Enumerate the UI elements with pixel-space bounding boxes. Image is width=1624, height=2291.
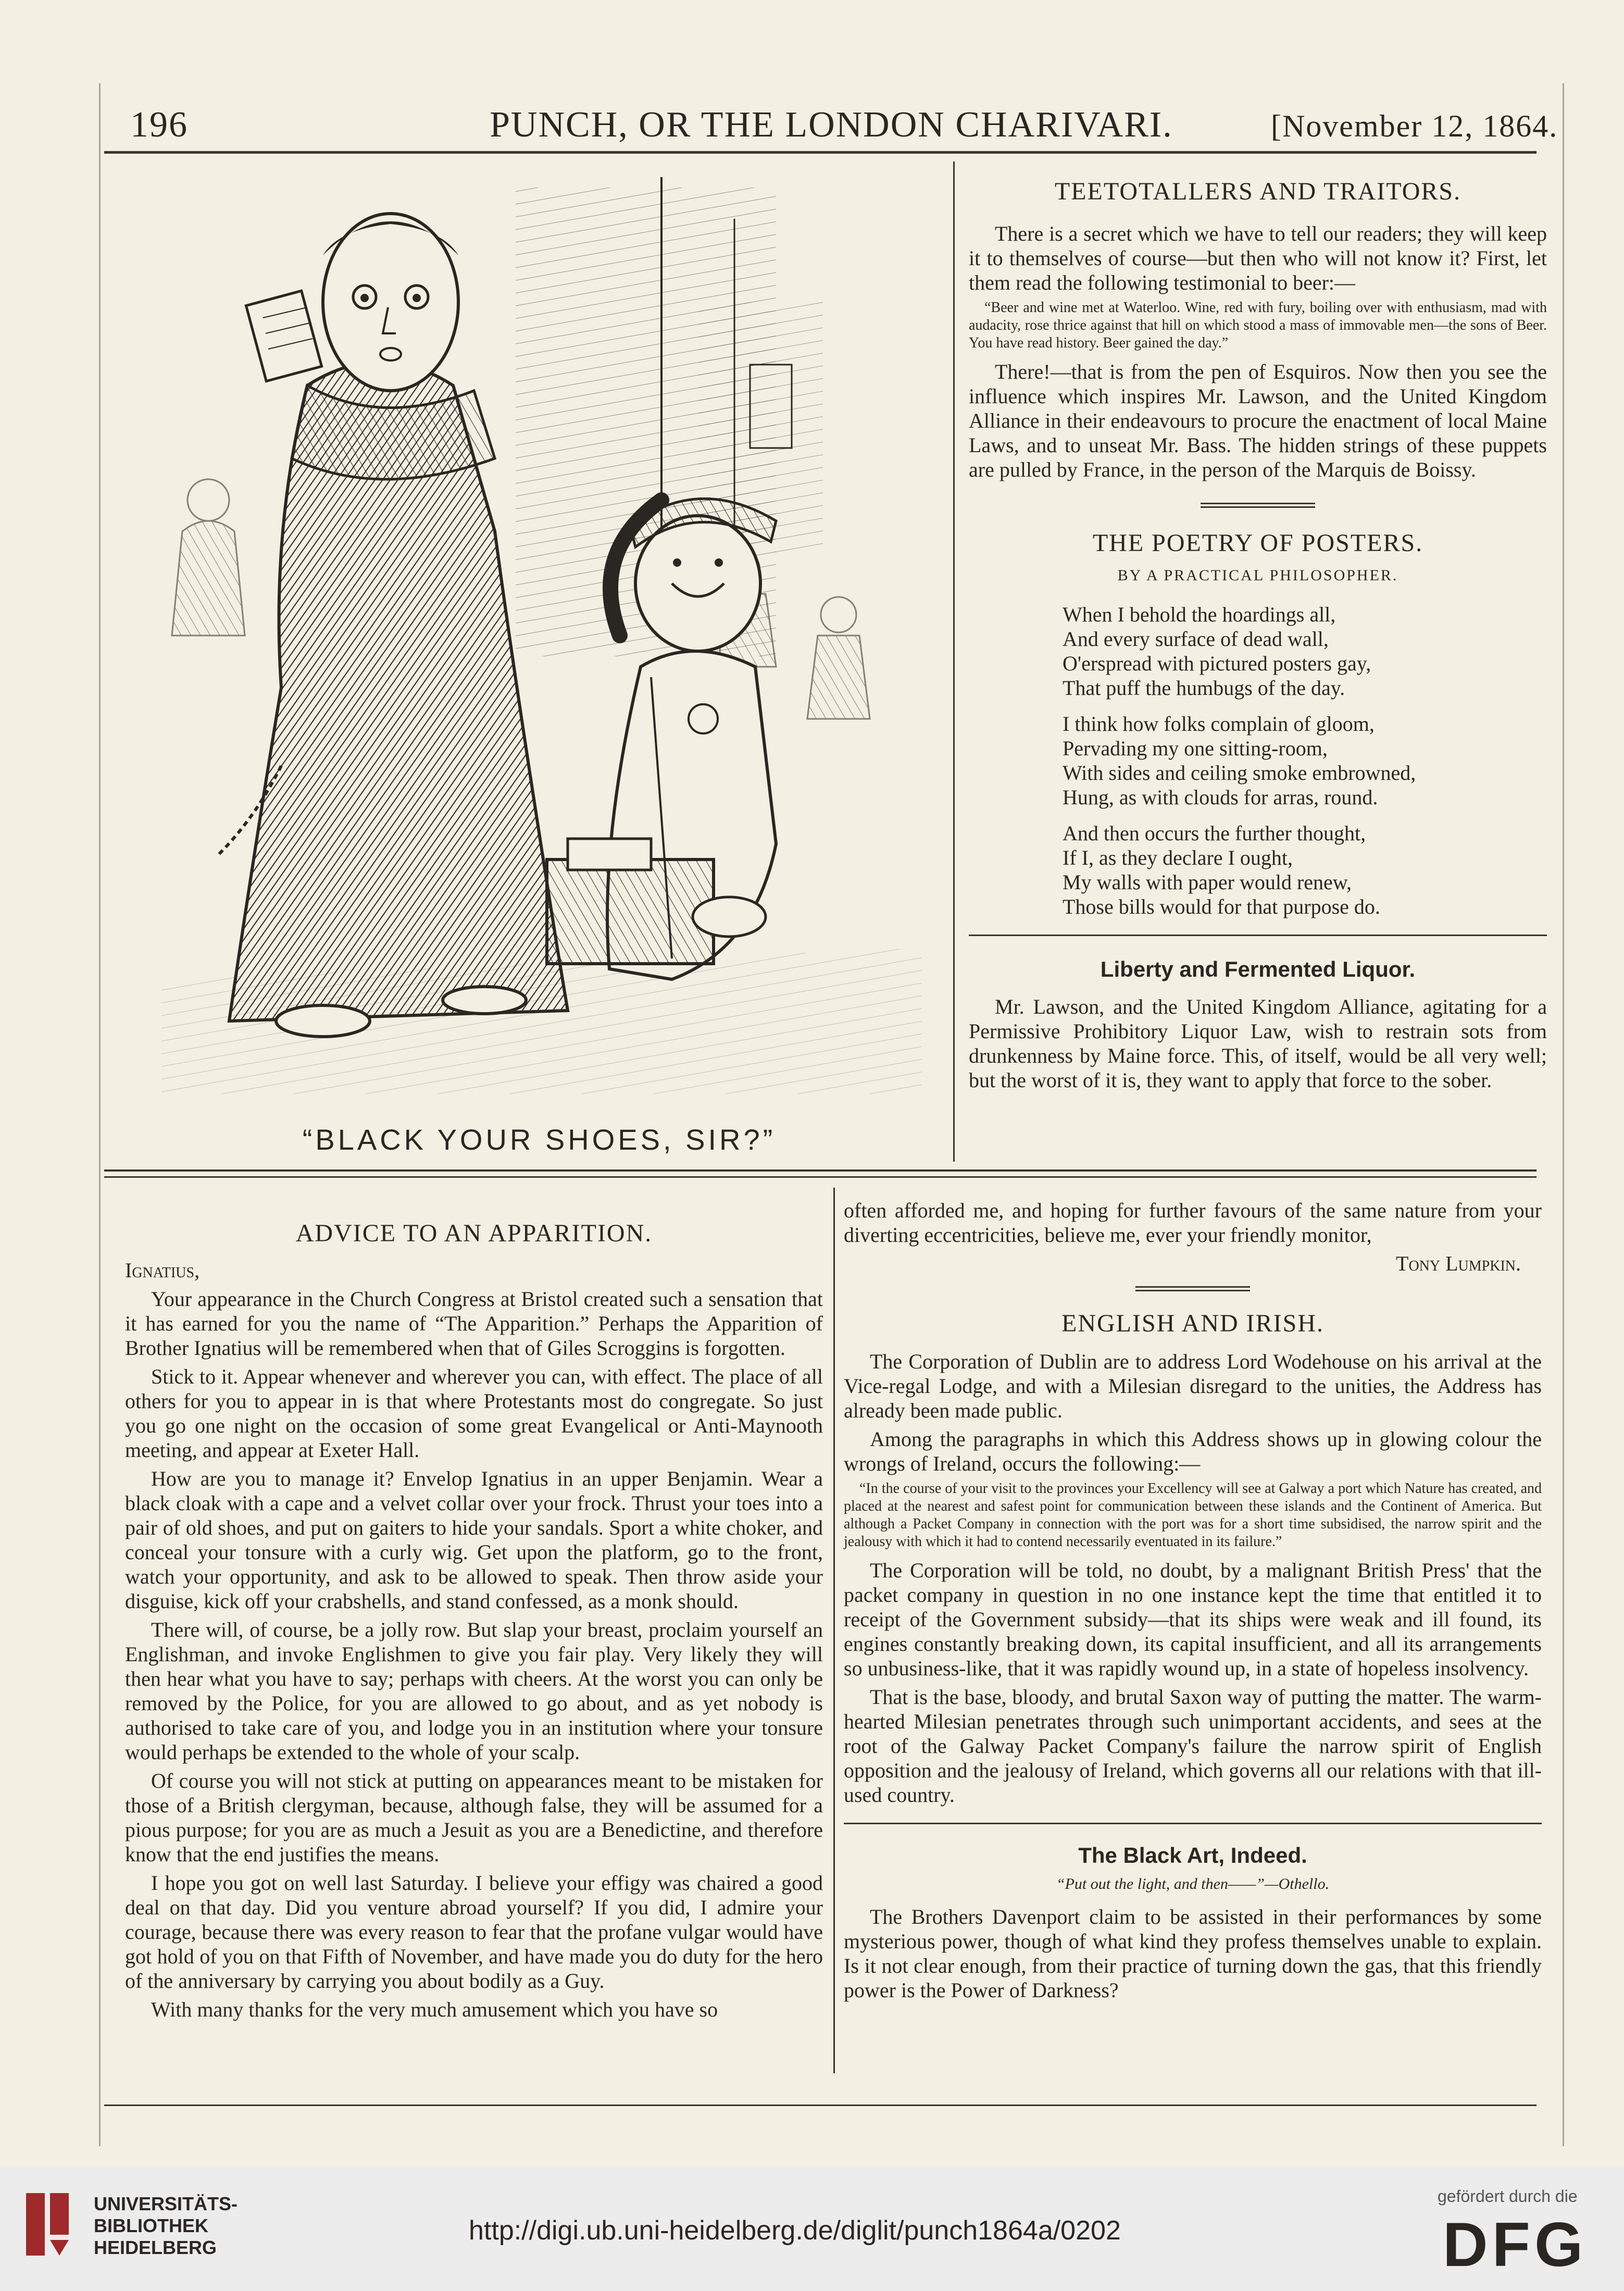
source-url-link[interactable]: http://digi.ub.uni-heidelberg.de/diglit/punch1864a/0202 — [469, 2215, 1121, 2246]
library-logo-icon — [21, 2188, 83, 2261]
teetotallers-quote: “Beer and wine met at Waterloo. Wine, red with fury, boiling over with enthusiasm, mad with audacity, rose thrice against that hill on which stood a mass of immovable men—the sons of Beer. You have read history. Beer gained the day.” — [969, 300, 1547, 351]
poem-line: My walls with paper would renew, — [1063, 870, 1352, 894]
posters-byline: BY A PRACTICAL PHILOSOPHER. — [1117, 567, 1398, 584]
funded-by-label: gefördert durch die — [1438, 2187, 1578, 2206]
teetotallers-title: TEETOTALLERS AND TRAITORS. — [1054, 178, 1461, 205]
section-rule — [844, 1823, 1542, 1824]
mid-rule-1 — [104, 1169, 1536, 1172]
poem-line: Hung, as with clouds for arras, round. — [1063, 786, 1378, 809]
poem-stanza-1 — [1063, 602, 1547, 700]
cartoon-engraving — [151, 167, 927, 1099]
poem-line: O'erspread with pictured posters gay, — [1063, 652, 1371, 675]
section-rule — [969, 935, 1547, 936]
mid-rule-2 — [104, 1176, 1536, 1178]
posters-title: THE POETRY OF POSTERS. — [1092, 529, 1423, 557]
advice-paragraph-1: Your appearance in the Church Congress at Bristol created such a sensation that it has earned for you the name of “The Apparition.” Perhaps the Apparition of Brother Ignatius will be remembered when that of Giles Scroggins is forgotten. — [125, 1287, 823, 1360]
library-name-line: HEIDELBERG — [94, 2237, 217, 2258]
column-divider-top — [953, 161, 955, 1162]
english-irish-paragraph-1: The Corporation of Dublin are to address Lord Wodehouse on his arrival at the Vice-regal Lodge, and with a Milesian disregard to the unities, the Address has already been made public. — [844, 1350, 1542, 1422]
right-column-top — [969, 177, 1547, 1097]
library-name-line: BIBLIOTHEK — [94, 2215, 208, 2236]
english-irish-title: ENGLISH AND IRISH. — [1061, 1310, 1324, 1337]
poem-line: With sides and ceiling smoke embrowned, — [1063, 761, 1416, 785]
masthead-title: PUNCH, OR THE LONDON CHARIVARI. — [490, 105, 1173, 145]
english-irish-paragraph-2: Among the paragraphs in which this Address shows up in glowing colour the wrongs of Ireland, occurs the following:— — [844, 1427, 1542, 1475]
issue-date: [November 12, 1864. — [1271, 109, 1558, 143]
advice-paragraph-3: How are you to manage it? Envelop Ignatius in an upper Benjamin. Wear a black cloak with a cape and a velvet collar over your frock. Thrust your toes into a pair of old shoes, and put on gaiters to hide your sandals. Sport a white choker, and conceal your tonsure with a curly wig. Get upon the platform, go to the front, watch your opportunity, and ask to be allowed to speak. Then throw aside your disguise, kick off your crabshells, and stand confessed, as a monk should. — [125, 1467, 823, 1613]
section-divider — [1135, 1286, 1250, 1291]
english-irish-paragraph-4: That is the base, bloody, and brutal Saxon way of putting the matter. The warm-hearted Milesian penetrates through such unimportant accidents, and sees at the root of the Galway Packet Company's failure the narrow spirit of English opposition and the jealousy of Ireland, which governs all our relations with that ill-used country. — [844, 1685, 1542, 1807]
page-number: 196 — [130, 105, 188, 145]
poem-line: I think how folks complain of gloom, — [1063, 712, 1375, 736]
header-rule — [104, 151, 1536, 154]
left-margin-line — [99, 83, 101, 2146]
advice-title: ADVICE TO AN APPARITION. — [295, 1219, 653, 1247]
poem-line: That puff the humbugs of the day. — [1063, 676, 1345, 700]
poem-stanza-2 — [1063, 712, 1547, 810]
column-divider-bottom — [833, 1188, 835, 2073]
advice-paragraph-7: With many thanks for the very much amusement which you have so — [151, 1998, 718, 2021]
advice-paragraph-2: Stick to it. Appear whenever and wherever you can, with effect. The place of all others for you to appear in is that where Protestants most do congregate. So just you go one night on the occasion of some great Evangelical or Anti-Maynooth meeting, and appear at Exeter Hall. — [125, 1365, 823, 1462]
english-irish-quote: “In the course of your visit to the provinces your Excellency will see at Galway a port which Nature has created, and placed at the nearest and safest point for communication between these islands and the Continent of America. But although a Packet Company in connection with the port was for a short time subsidised, the narrow spirit and the jealousy with which it had to contend necessarily eventuated in its failure.” — [844, 1480, 1542, 1550]
poem-line: And then occurs the further thought, — [1063, 821, 1366, 845]
poem-line: If I, as they declare I ought, — [1063, 846, 1293, 869]
poem-line: And every surface of dead wall, — [1063, 627, 1329, 651]
advice-salutation: Ignatius, — [125, 1259, 200, 1282]
poem-line: Those bills would for that purpose do. — [1063, 895, 1380, 918]
bottom-rule — [104, 2105, 1536, 2106]
digitisation-footer — [0, 2167, 1624, 2291]
advice-paragraph-6: I hope you got on well last Saturday. I believe your effigy was chaired a good deal on that day. Did you venture abroad yourself? If you did, I admire your courage, because there was every reason to fear that the profane vulgar would have got hold of you on that Fifth of November, and have made you do duty for the hero of the anniversary by carrying you about bodily as a Guy. — [125, 1871, 823, 1993]
poem-line: When I behold the hoardings all, — [1063, 603, 1336, 626]
poem-line: Pervading my one sitting-room, — [1063, 737, 1328, 760]
teetotallers-paragraph-1: There is a secret which we have to tell our readers; they will keep it to themselves of course—but then who will not know it? First, let them read the following testimonial to beer:— — [969, 222, 1547, 294]
advice-signature: Tony Lumpkin. — [1396, 1252, 1521, 1275]
teetotallers-paragraph-2: There!—that is from the pen of Esquiros. Now then you see the influence which inspires Mr. Lawson, and the United Kingdom Alliance in their endeavours to procure the enactment of local Maine Laws, and to unseat Mr. Bass. The hidden strings of these puppets are pulled by France, in the person of the Marquis de Boissy. — [969, 360, 1547, 481]
library-name-line: UNIVERSITÄTS- — [94, 2193, 238, 2214]
liberty-paragraph: Mr. Lawson, and the United Kingdom Alliance, agitating for a Permissive Prohibitory Liquor Law, wish to restrain sots from drunkenness by Maine force. This, of itself, would be all very well; but the worst of it is, they want to apply that force to the sober. — [969, 995, 1547, 1092]
black-art-title: The Black Art, Indeed. — [1078, 1843, 1307, 1867]
cartoon-illustration — [151, 167, 927, 1099]
section-divider — [1201, 503, 1315, 508]
library-name — [94, 2193, 238, 2259]
english-irish-paragraph-3: The Corporation will be told, no doubt, by a malignant British Press' that the packet company in question in no one instance kept the time that entitled it to receipt of the Government subsidy—that its ships were weak and ill found, its engines constantly breaking down, its capital insufficient, and all its arrangements so unbusiness-like, that it was rapidly wound up, in a state of hopeless insolvency. — [844, 1559, 1542, 1680]
advice-continuation: often afforded me, and hoping for further favours of the same nature from your diverting eccentricities, believe me, ever your friendly monitor, — [844, 1199, 1542, 1247]
advice-paragraph-4: There will, of course, be a jolly row. But slap your breast, proclaim yourself an Englishman, and invoke Englishmen to give you fair play. Very likely they will then hear what you have to say; perhaps with cheers. At the worst you can only be removed by the Police, for you are allowed to go about, and as yet nobody is authorised to take care of you, and lodge you in an institution where your tonsure would perhaps be extended to the whole of your scalp. — [125, 1618, 823, 1764]
black-art-paragraph: The Brothers Davenport claim to be assisted in their performances by some mysterious power, though of what kind they profess themselves unable to explain. Is it not clear enough, from their practice of turning down the gas, that this friendly power is the Power of Darkness? — [844, 1905, 1542, 2002]
advice-article — [125, 1219, 823, 2026]
liberty-title: Liberty and Fermented Liquor. — [1100, 957, 1416, 981]
right-margin-line — [1563, 83, 1564, 2146]
cartoon-caption: “BLACK YOUR SHOES, SIR?” — [302, 1123, 776, 1156]
poem-stanza-3 — [1063, 821, 1547, 919]
advice-paragraph-5: Of course you will not stick at putting on appearances meant to be mistaken for those of a British clergyman, because, although false, they will be assumed for a pious purpose; for you are as much a Jesuit as you are a Benedictine, and therefore know that the end justifies the means. — [125, 1769, 823, 1866]
right-column-bottom — [844, 1198, 1542, 2007]
dfg-logo: DFG — [1443, 2210, 1588, 2280]
black-art-epigraph: “Put out the light, and then——”—Othello. — [1056, 1875, 1330, 1892]
